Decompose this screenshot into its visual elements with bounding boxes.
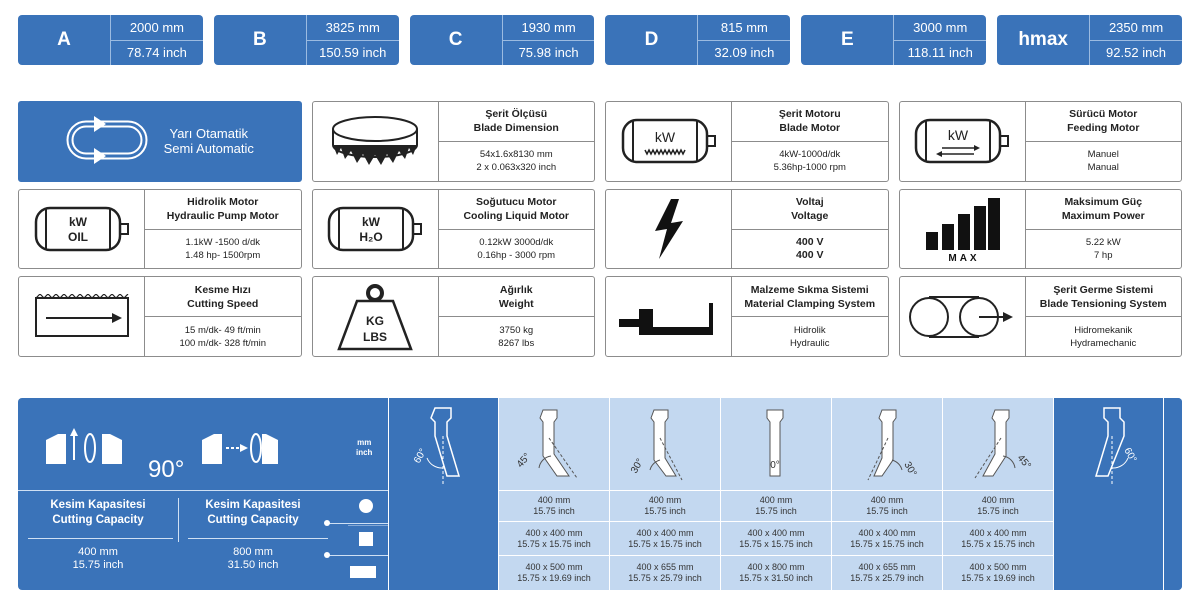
square-inch: 15.75 x 15.75 inch	[517, 538, 591, 549]
spec-en: Weight	[498, 297, 534, 310]
hydraulic-icon-label-2: OIL	[67, 229, 88, 244]
dimension-inch: 150.59 inch	[306, 41, 399, 66]
units-label: mm inch	[356, 438, 373, 457]
voltage-cell	[605, 189, 889, 270]
round-mm: 400 mm	[870, 495, 904, 505]
spec-value-1: 5.22 kW	[1085, 236, 1121, 248]
outer-right-angle: 60°	[1121, 446, 1139, 465]
cooling-motor-icon	[325, 204, 425, 254]
square-mm: 400 x 400 mm	[525, 527, 583, 538]
square-inch: 15.75 x 15.75 inch	[850, 538, 924, 549]
spec-en: Cutting Speed	[187, 297, 259, 310]
spec-grid	[18, 101, 1182, 357]
spec-value-2: 5.36hp-1000 rpm	[773, 162, 846, 174]
spec-value-1: 3750 kg	[499, 324, 534, 336]
spec-tr: Malzeme Sıkma Sistemi	[750, 283, 869, 296]
lightning-bolt-icon	[649, 199, 689, 259]
dimension-inch: 118.11 inch	[893, 41, 986, 66]
dimension-inch: 78.74 inch	[110, 41, 203, 66]
blade-motor-icon	[619, 116, 719, 166]
cooling-icon-label-2: H₂O	[359, 229, 383, 244]
col-angle: 30°	[901, 460, 919, 479]
rect-inch: 15.75 x 31.50 inch	[739, 573, 813, 583]
cutting-capacity-table	[18, 398, 1182, 590]
blade-angle-icon	[610, 398, 721, 488]
dimension-hmax	[997, 15, 1182, 65]
spec-value-2: 0.16hp - 3000 rpm	[477, 249, 556, 261]
spec-value-1: 0.12kW 3000d/dk	[479, 236, 554, 248]
blade-angle-icon	[943, 398, 1054, 488]
spec-value-2: 8267 lbs	[498, 337, 535, 349]
spec-en: Blade Motor	[779, 122, 841, 135]
spec-value-2: 400 V	[796, 248, 824, 261]
capacity-col-5	[942, 398, 1053, 590]
round-inch: 15.75 inch	[977, 506, 1019, 516]
round-mm: 400 mm	[537, 495, 571, 505]
dimension-b	[214, 15, 399, 65]
rect-inch: 15.75 x 19.69 inch	[961, 573, 1035, 583]
capacity-right-mm: 800 mm	[233, 546, 273, 558]
angle-90-label: 90°	[148, 456, 185, 483]
round-mm: 400 mm	[648, 495, 682, 505]
spec-value-1: 1.1kW -1500 d/dk	[185, 236, 260, 248]
spec-value-1: Hidrolik	[793, 324, 826, 336]
dimension-inch: 75.98 inch	[502, 41, 595, 66]
blade-motor-cell	[605, 101, 889, 182]
clamping-cell	[605, 276, 889, 357]
mode-en: Semi Automatic	[163, 141, 254, 157]
band-saw-blade-icon	[327, 111, 423, 171]
capacity-col-2	[609, 398, 720, 590]
spec-tr: Voltaj	[795, 196, 824, 209]
square-inch: 15.75 x 15.75 inch	[628, 538, 702, 549]
dimension-mm: 1930 mm	[502, 15, 595, 41]
capacity-left-mm: 400 mm	[78, 546, 118, 558]
cutting-speed-cell	[18, 276, 302, 357]
square-shape-icon	[358, 531, 374, 547]
vise-icon	[617, 297, 721, 337]
rect-mm: 400 x 500 mm	[969, 562, 1027, 572]
signal-bars-icon	[922, 196, 1002, 262]
weight-icon	[335, 283, 415, 351]
dimension-row	[18, 15, 1182, 65]
spec-tr: Sürücü Motor	[1069, 108, 1138, 121]
capacity-left-inch: 15.75 inch	[72, 559, 124, 571]
spec-value-1: 54x1.6x8130 mm	[479, 149, 553, 161]
dimension-e	[801, 15, 986, 65]
round-stock-icon	[42, 426, 126, 466]
spec-en: Maximum Power	[1061, 210, 1145, 223]
capacity-left-label-tr: Kesim Kapasitesi	[50, 499, 146, 511]
tensioning-cell	[899, 276, 1183, 357]
capacity-col-4	[831, 398, 942, 590]
weight-cell	[312, 276, 596, 357]
blade-dimension-cell	[312, 101, 596, 182]
max-power-cell	[899, 189, 1183, 270]
spec-value-2: 100 m/dk- 328 ft/min	[179, 337, 267, 349]
spec-tr: Şerit Germe Sistemi	[1053, 283, 1154, 296]
col-angle: 30°	[629, 456, 647, 476]
spec-en: Hydraulic Pump Motor	[166, 210, 279, 223]
round-inch: 15.75 inch	[866, 506, 908, 516]
spec-value-1: 4kW-1000d/dk	[779, 149, 841, 161]
capacity-col-60-right	[1053, 398, 1163, 590]
spec-en: Voltage	[791, 210, 829, 223]
capacity-col-1	[498, 398, 609, 590]
dimension-letter: C	[448, 29, 463, 50]
round-inch: 15.75 inch	[533, 506, 575, 516]
col-angle: 45°	[1014, 452, 1033, 472]
weight-icon-lbs: LBS	[363, 329, 387, 344]
dimension-mm: 3825 mm	[306, 15, 399, 41]
rect-stock-icon	[198, 426, 282, 466]
spec-value-1: Hidromekanik	[1074, 324, 1133, 336]
rect-mm: 400 x 655 mm	[858, 562, 916, 572]
spec-value-2: Hydramechanic	[1070, 337, 1137, 349]
spec-en: Feeding Motor	[1067, 122, 1140, 135]
feeding-motor-icon-label: kW	[947, 127, 969, 144]
mode-cell	[18, 101, 302, 182]
square-mm: 400 x 400 mm	[636, 527, 694, 538]
capacity-col-3	[720, 398, 831, 590]
round-mm: 400 mm	[981, 495, 1015, 505]
col-angle: 45°	[514, 451, 534, 470]
feeding-motor-cell	[899, 101, 1183, 182]
spec-tr: Soğutucu Motor	[476, 196, 557, 209]
hydraulic-motor-cell	[18, 189, 302, 270]
capacity-right-inch: 31.50 inch	[227, 559, 279, 571]
cooling-motor-cell	[312, 189, 596, 270]
dimension-mm: 815 mm	[697, 15, 790, 41]
dimension-letter: A	[57, 29, 71, 50]
spec-en: Blade Tensioning System	[1039, 297, 1167, 310]
spec-tr: Şerit Ölçüsü	[485, 108, 548, 121]
hydraulic-icon-label-1: kW	[68, 214, 87, 229]
blade-angle-icon	[1072, 406, 1148, 486]
blade-tension-icon	[907, 294, 1017, 340]
dimension-a	[18, 15, 203, 65]
capacity-left-panel	[18, 398, 388, 590]
connector-dot-icon	[323, 551, 331, 559]
spec-tr: Maksimum Güç	[1064, 196, 1143, 209]
hydraulic-motor-icon	[32, 204, 132, 254]
capacity-col-edge	[1163, 398, 1182, 590]
round-inch: 15.75 inch	[755, 506, 797, 516]
dimension-c	[410, 15, 595, 65]
rect-mm: 400 x 800 mm	[747, 562, 805, 572]
spec-en: Cooling Liquid Motor	[463, 210, 570, 223]
spec-value-2: Manual	[1087, 162, 1119, 174]
capacity-right-label-tr: Kesim Kapasitesi	[205, 499, 301, 511]
square-mm: 400 x 400 mm	[969, 527, 1027, 538]
spec-en: Material Clamping System	[744, 297, 876, 310]
outer-left-angle: 60°	[412, 446, 430, 466]
square-inch: 15.75 x 15.75 inch	[961, 538, 1035, 549]
round-shape-icon	[358, 498, 374, 514]
square-inch: 15.75 x 15.75 inch	[739, 538, 813, 549]
cutting-speed-icon	[32, 294, 132, 340]
spec-en: Blade Dimension	[473, 122, 559, 135]
rect-inch: 15.75 x 25.79 inch	[628, 573, 702, 583]
spec-tr: Kesme Hızı	[194, 283, 251, 296]
spec-value-2: 1.48 hp- 1500rpm	[185, 249, 261, 261]
dimension-inch: 92.52 inch	[1089, 41, 1182, 66]
blade-angle-icon	[721, 398, 832, 488]
rect-inch: 15.75 x 19.69 inch	[517, 573, 591, 583]
spec-tr: Ağırlık	[499, 283, 533, 296]
square-mm: 400 x 400 mm	[858, 527, 916, 538]
square-mm: 400 x 400 mm	[747, 527, 805, 538]
spec-value-1: 400 V	[796, 235, 824, 248]
dimension-letter: B	[252, 29, 267, 50]
dimension-letter: hmax	[1018, 29, 1068, 50]
capacity-col-60-left	[388, 398, 498, 590]
spec-tr: Hidrolik Motor	[187, 196, 259, 209]
dimension-letter: E	[840, 29, 854, 50]
blade-angle-icon	[832, 398, 943, 488]
spec-tr: Şerit Motoru	[778, 108, 841, 121]
capacity-right-label-en: Cutting Capacity	[207, 514, 299, 526]
spec-value-2: Hydraulic	[789, 337, 830, 349]
blade-motor-icon-label: kW	[654, 129, 675, 146]
rect-mm: 400 x 500 mm	[525, 562, 583, 572]
blade-angle-icon	[499, 398, 610, 488]
connector-dot-icon	[323, 519, 331, 527]
dimension-letter: D	[644, 29, 659, 50]
rect-mm: 400 x 655 mm	[636, 562, 694, 572]
spec-value-1: Manuel	[1087, 149, 1119, 161]
capacity-left-label-en: Cutting Capacity	[52, 514, 144, 526]
max-label: MAX	[948, 252, 980, 262]
spec-value-1: 15 m/dk- 49 ft/min	[184, 324, 261, 336]
dimension-mm: 3000 mm	[893, 15, 986, 41]
rect-inch: 15.75 x 25.79 inch	[850, 573, 924, 583]
cycle-arrows-icon	[66, 116, 152, 166]
dimension-mm: 2350 mm	[1089, 15, 1182, 41]
mode-tr: Yarı Otamatik	[169, 126, 248, 142]
feeding-motor-icon	[912, 116, 1012, 166]
dimension-d	[605, 15, 790, 65]
spec-value-2: 2 x 0.063x320 inch	[476, 162, 557, 174]
weight-icon-kg: KG	[366, 313, 384, 328]
dimension-inch: 32.09 inch	[697, 41, 790, 66]
cooling-icon-label-1: kW	[362, 214, 380, 229]
dimension-mm: 2000 mm	[110, 15, 203, 41]
col-angle: 0°	[770, 460, 780, 471]
rect-shape-icon	[349, 564, 377, 580]
round-mm: 400 mm	[759, 495, 793, 505]
blade-angle-icon	[407, 406, 483, 486]
round-inch: 15.75 inch	[644, 506, 686, 516]
spec-value-2: 7 hp	[1094, 249, 1113, 261]
